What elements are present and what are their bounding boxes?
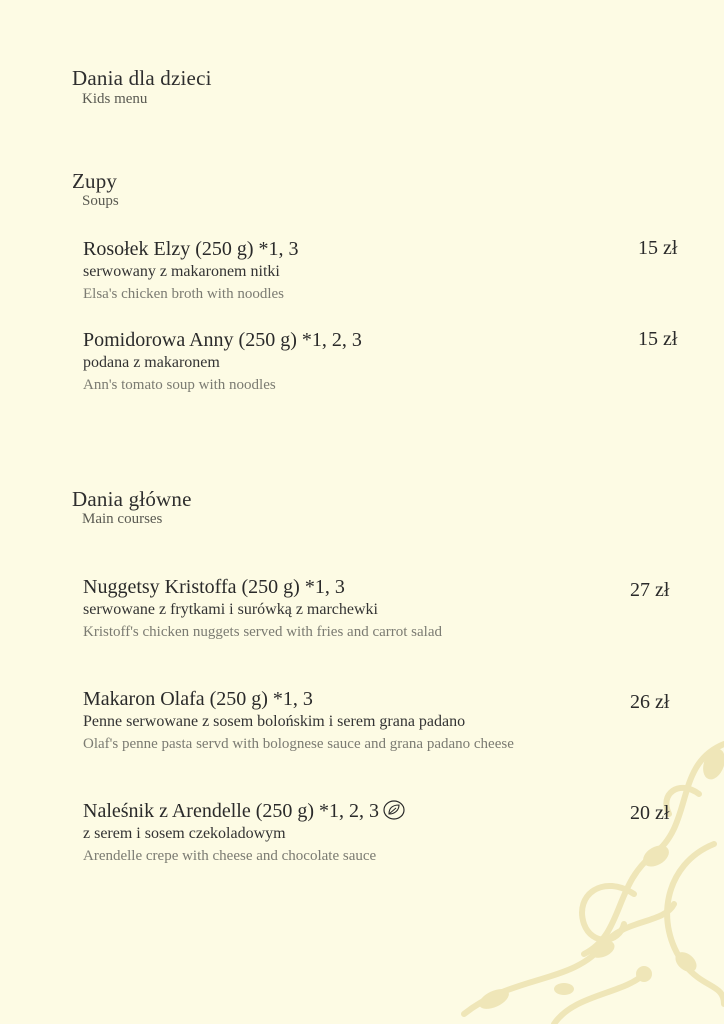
menu-item-rosolek [83, 237, 683, 305]
item-name: Rosołek Elzy (250 g) *1, 3 [83, 238, 299, 260]
item-description-pl: podana z makaronem [83, 354, 220, 371]
section-subtitle-mains: Main courses [82, 511, 163, 527]
vegetarian-leaf-icon [383, 800, 405, 820]
section-subtitle-soups: Soups [82, 193, 119, 209]
item-description-en: Ann's tomato soup with noodles [83, 377, 276, 393]
section-title-mains: Dania główne [72, 487, 192, 511]
item-description-en: Olaf's penne pasta servd with bolognese sauce and grana padano cheese [83, 736, 514, 752]
item-description-en: Arendelle crepe with cheese and chocolate sauce [83, 848, 377, 864]
floral-ornament-icon [424, 724, 724, 1024]
item-price: 26 zł [630, 691, 670, 713]
item-name: Naleśnik z Arendelle (250 g) *1, 2, 3 [83, 800, 380, 822]
menu-item-nuggetsy [83, 575, 683, 643]
menu-subtitle: Kids menu [82, 91, 148, 107]
item-name: Makaron Olafa (250 g) *1, 3 [83, 688, 313, 710]
item-description-en: Kristoff's chicken nuggets served with fries and carrot salad [83, 624, 442, 640]
section-title-soups: Zupy [72, 169, 118, 193]
menu-item-pomidorowa [83, 328, 683, 396]
menu-title: Dania dla dzieci [72, 66, 212, 90]
item-name: Pomidorowa Anny (250 g) *1, 2, 3 [83, 329, 362, 351]
item-description-pl: serwowane z frytkami i surówką z marchewki [83, 601, 378, 618]
item-name-row [83, 799, 683, 823]
menu-item-nalesnik [83, 799, 683, 867]
item-price: 15 zł [638, 237, 678, 259]
item-description-pl: Penne serwowane z sosem bolońskim i serem grana padano [83, 713, 466, 730]
item-price: 15 zł [638, 328, 678, 350]
menu-item-makaron [83, 687, 683, 755]
item-description-pl: serwowany z makaronem nitki [83, 263, 280, 280]
item-price: 27 zł [630, 579, 670, 601]
item-name: Nuggetsy Kristoffa (250 g) *1, 3 [83, 576, 345, 598]
item-price: 20 zł [630, 802, 670, 824]
item-description-pl: z serem i sosem czekoladowym [83, 825, 286, 842]
item-description-en: Elsa's chicken broth with noodles [83, 286, 284, 302]
